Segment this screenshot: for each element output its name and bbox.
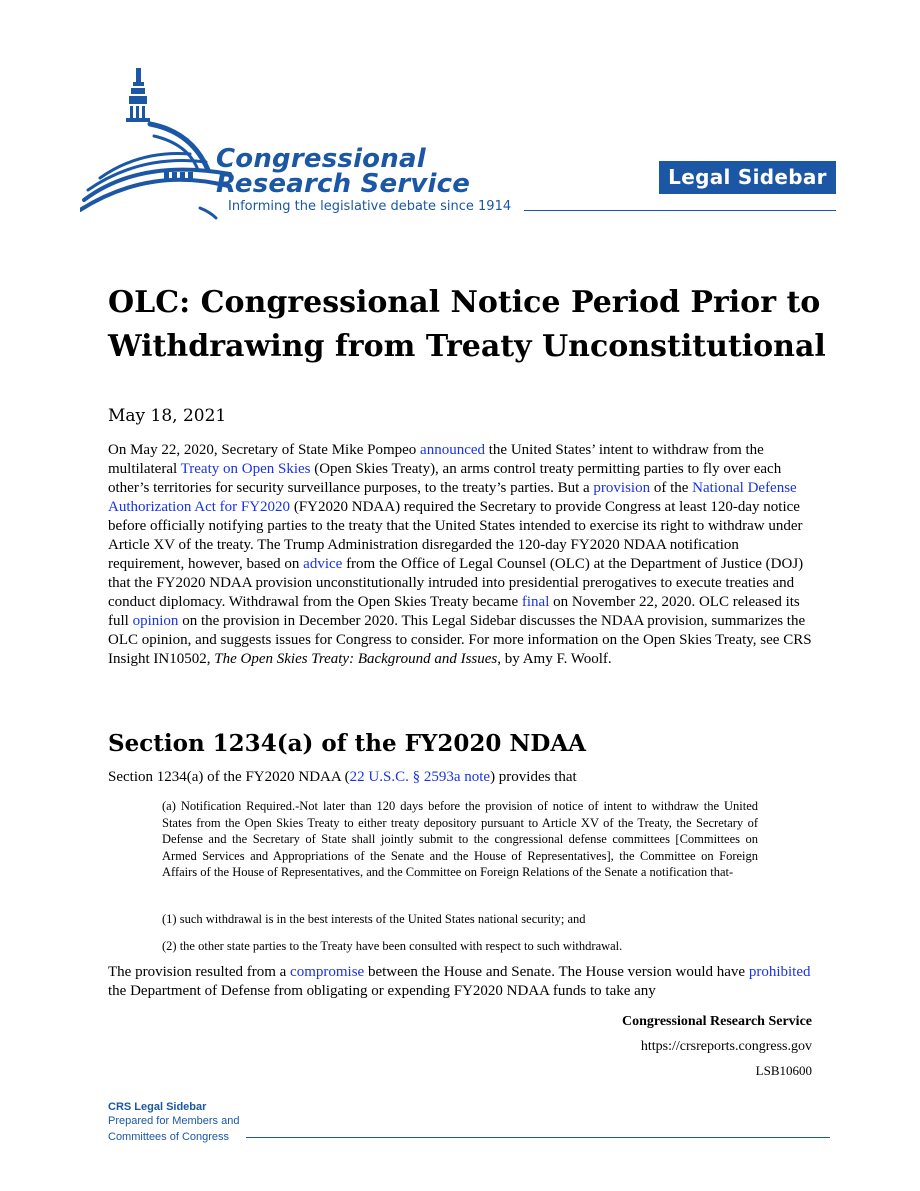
para3-text-3: the Department of Defense from obligating or expending FY2020 NDAA funds to take any (108, 983, 656, 999)
footer-prepared-for-line1: Prepared for Members and (108, 1115, 240, 1127)
para3-text-2: between the House and Senate. The House version would have (364, 964, 749, 980)
opinion-link[interactable]: opinion (132, 613, 179, 629)
tagline-divider (524, 210, 836, 211)
para1-text-9: , by Amy F. Woolf. (497, 651, 612, 667)
footer-prepared-for-line2: Committees of Congress (108, 1131, 230, 1143)
section-heading: Section 1234(a) of the FY2020 NDAA (108, 730, 587, 757)
crs-insight-title: The Open Skies Treaty: Background and Issues (214, 651, 498, 667)
org-tagline: Informing the legislative debate since 1914 (228, 199, 512, 214)
footer-divider (246, 1137, 830, 1138)
footer-product-label: CRS Legal Sidebar (108, 1101, 207, 1113)
org-name-line1: Congressional (216, 144, 426, 174)
section-intro-paragraph (108, 768, 814, 787)
org-name-line2: Research Service (216, 169, 471, 199)
treaty-on-open-skies-link[interactable]: Treaty on Open Skies (180, 461, 311, 477)
compromise-paragraph (108, 963, 814, 1001)
footer-org-name: Congressional Research Service (621, 1014, 812, 1029)
statute-quote-item-2: (2) the other state parties to the Treaty have been consulted with respect to such withdrawal. (162, 939, 623, 953)
provision-link[interactable]: provision (593, 480, 651, 496)
para1-text-1: On May 22, 2020, Secretary of State Mike Pompeo (108, 442, 421, 458)
para2-text-2: ) provides that (490, 769, 577, 785)
publication-date: May 18, 2021 (108, 406, 227, 426)
compromise-link[interactable]: compromise (290, 964, 365, 980)
advice-link[interactable]: advice (303, 556, 343, 572)
usc-citation-link[interactable]: 22 U.S.C. § 2593a note (349, 769, 491, 785)
para1-text-5: (FY2020 NDAA) required the Secretary to provide Congress at least 120-day notice before officially notifying parties to the treaty that the United States intended to exercise its right to withdraw under Article XV of the treaty. The Trump Administration disregarded the 120-day FY2020 NDAA notification requirement, however, based on (108, 499, 803, 572)
para1-text-4: of the (650, 480, 693, 496)
statute-quote-item-1: (1) such withdrawal is in the best interests of the United States national security; and (162, 912, 586, 926)
final-link[interactable]: final (521, 594, 550, 610)
para1-text-6: from the Office of Legal Counsel (OLC) at the Department of Justice (DOJ) that the FY2020 NDAA provision unconstitutionally intruded into presidential prerogatives to execute treaties and conduct diplomacy. Withdrawal from the Open Skies Treaty became (108, 556, 804, 610)
legal-sidebar-badge: Legal Sidebar (659, 161, 836, 194)
para1-text-2: the United States’ intent to withdraw from the multilateral (108, 442, 764, 477)
prohibited-link[interactable]: prohibited (748, 964, 811, 980)
para1-text-8: on the provision in December 2020. This Legal Sidebar discusses the NDAA provision, summarizes the OLC opinion, and suggests issues for Congress to consider. For more information on the Open Skies Treaty, see CRS Insight IN10502, (108, 613, 812, 667)
page-title: OLC: Congressional Notice Period Prior to Withdrawing from Treaty Unconstitutional (108, 285, 826, 364)
ndaa-fy2020-link[interactable]: National Defense Authorization Act for FY2020 (108, 480, 797, 515)
announced-link[interactable]: announced (420, 442, 486, 458)
para2-text-1: Section 1234(a) of the FY2020 NDAA ( (108, 769, 350, 785)
para3-text-1: The provision resulted from a (108, 964, 291, 980)
footer-url[interactable]: https://crsreports.congress.gov (640, 1039, 812, 1054)
para1-text-3: (Open Skies Treaty), an arms control treaty permitting parties to fly over each other’s territories for security surveillance purposes, to the treaty’s parties. But a (108, 461, 782, 496)
statute-quote-a: (a) Notification Required.-Not later than 120 days before the provision of notice of intent to withdraw the United States from the Open Skies Treaty to either treaty depository pursuant to Article XV of the Treaty, the Secretary of Defense and the Secretary of State shall jointly submit to the congressional defense committees [Committees on Armed Services and Appropriations of the Senate and the House of Representatives], the Committee on Foreign Affairs of the House of Representatives, and the Committee on Foreign Relations of the Senate a notification that- (162, 799, 758, 879)
intro-paragraph (108, 441, 814, 669)
para1-text-7: on November 22, 2020. OLC released its full (108, 594, 800, 629)
report-id: LSB10600 (755, 1063, 812, 1078)
